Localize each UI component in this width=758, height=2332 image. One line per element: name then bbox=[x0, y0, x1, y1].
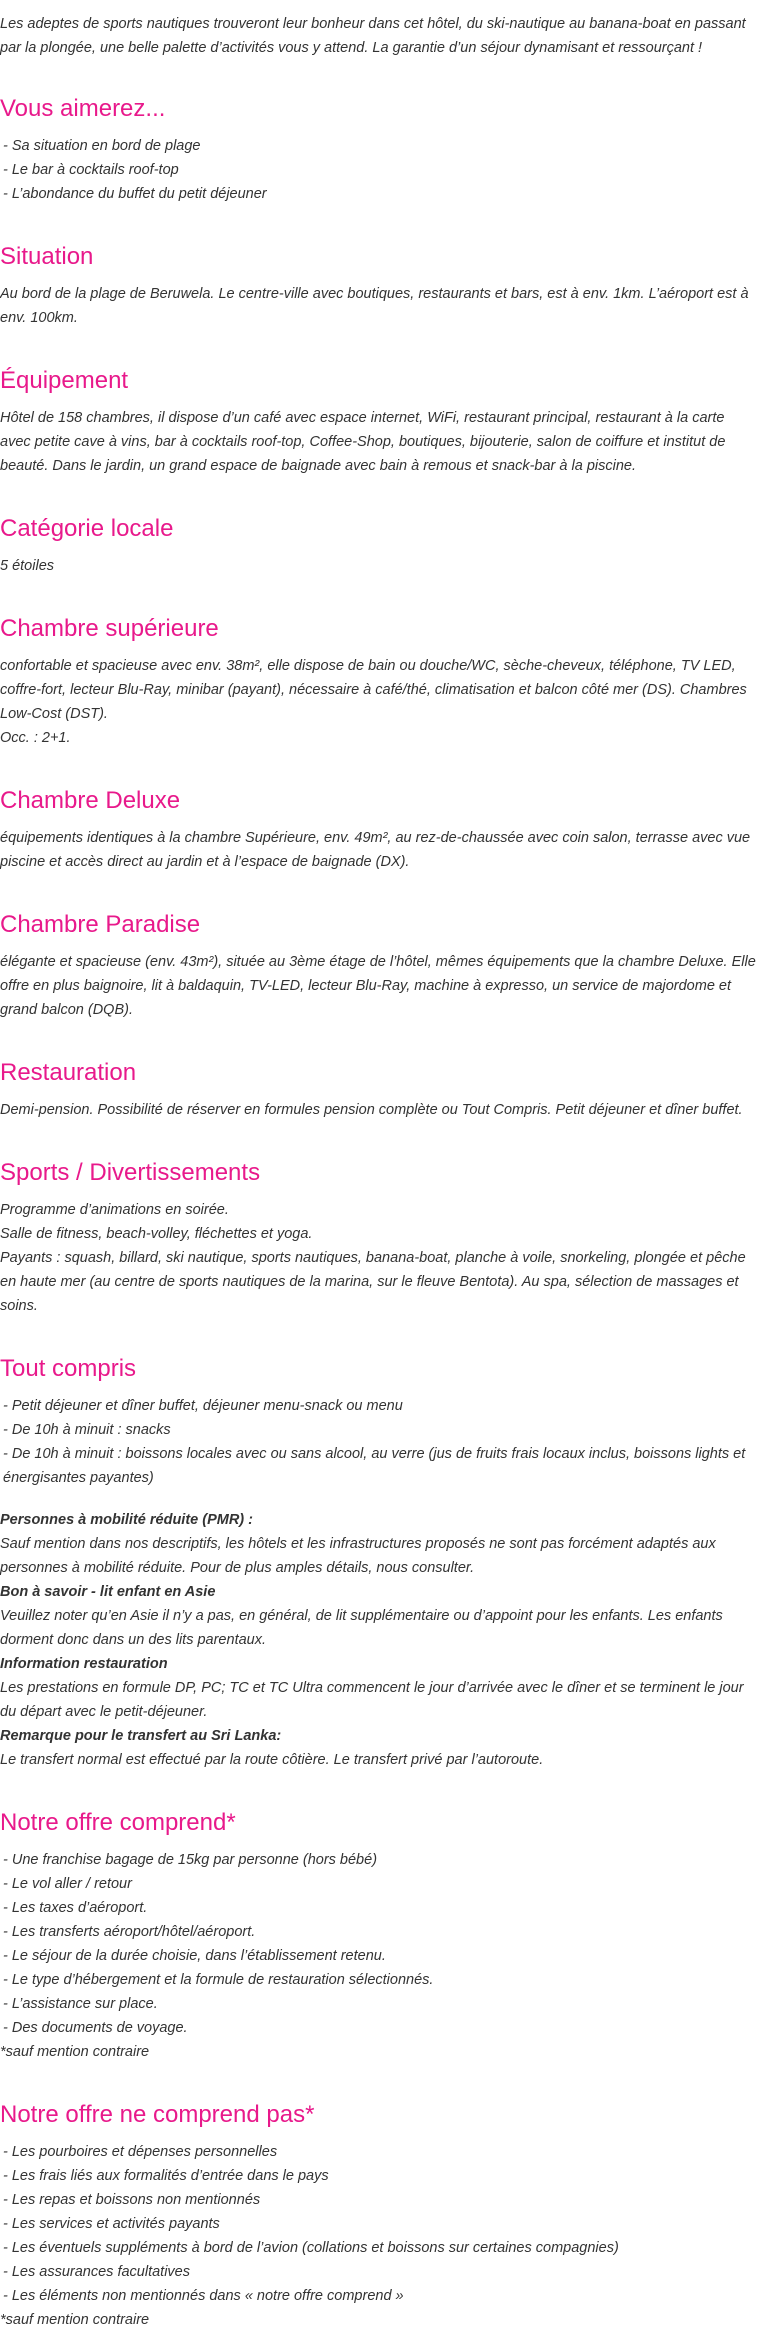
note-heading: Information restauration bbox=[0, 1656, 168, 1672]
section-offre-ne-comprend-pas bbox=[0, 2100, 758, 2332]
list-item: - Les frais liés aux formalités d’entrée dans le pays bbox=[3, 2168, 329, 2184]
note-heading: Personnes à mobilité réduite (PMR) : bbox=[0, 1512, 253, 1528]
note-text: Les prestations en formule DP, PC; TC et TC Ultra commencent le jour d’arrivée avec le dîner et se terminent le jour du départ avec le petit-déjeuner. bbox=[0, 1680, 744, 1720]
section-vous-aimerez bbox=[0, 94, 758, 206]
text-line: Salle de fitness, beach-volley, fléchettes et yoga. bbox=[0, 1226, 313, 1242]
section-text: confortable et spacieuse avec env. 38m², elle dispose de bain ou douche/WC, sèche-cheveux, téléphone, TV LED, coffre-fort, lecteur Blu-Ray, minibar (payant), nécessaire à café/thé, climatisation et balcon côté mer (DS). Chambres Low-Cost (DST). bbox=[0, 658, 747, 722]
section-text: élégante et spacieuse (env. 43m²), située au 3ème étage de l’hôtel, mêmes équipements que la chambre Deluxe. Elle offre en plus baignoire, lit à baldaquin, TV-LED, lecteur Blu-Ray, machine à expresso, un service de majordome et grand balcon (DQB). bbox=[0, 954, 756, 1018]
section-title: Catégorie locale bbox=[0, 515, 174, 542]
section-text: équipements identiques à la chambre Supérieure, env. 49m², au rez-de-chaussée avec coin salon, terrasse avec vue piscine et accès direct au jardin et à l’espace de baignade (DX). bbox=[0, 830, 751, 870]
list-item: - Le vol aller / retour bbox=[3, 1876, 132, 1892]
section-title: Tout compris bbox=[0, 1355, 137, 1382]
section-offre-comprend bbox=[0, 1808, 758, 2064]
list-item: - Le type d’hébergement et la formule de restauration sélectionnés. bbox=[3, 1972, 434, 1988]
section-title: Chambre Deluxe bbox=[0, 787, 181, 814]
list-item: - Le bar à cocktails roof-top bbox=[3, 162, 179, 178]
list-item: - L’abondance du buffet du petit déjeuner bbox=[3, 186, 267, 202]
section-sports bbox=[0, 1158, 758, 1318]
section-restauration bbox=[0, 1058, 758, 1122]
section-title: Équipement bbox=[0, 367, 129, 394]
section-title: Situation bbox=[0, 243, 94, 270]
note-heading: Remarque pour le transfert au Sri Lanka: bbox=[0, 1728, 282, 1744]
section-notes bbox=[0, 1508, 758, 1772]
section-equipement bbox=[0, 366, 758, 478]
section-text: Au bord de la plage de Beruwela. Le centre-ville avec boutiques, restaurants et bars, est à env. 1km. L’aéroport est à env. 100km. bbox=[0, 286, 749, 326]
section-chambre-superieure bbox=[0, 614, 758, 750]
list-item: - De 10h à minuit : boissons locales avec ou sans alcool, au verre (jus de fruits frais locaux inclus, boissons lights et énergisantes payantes) bbox=[3, 1446, 746, 1486]
list-item: - Les transferts aéroport/hôtel/aéroport. bbox=[3, 1924, 256, 1940]
list-item: - Les pourboires et dépenses personnelles bbox=[3, 2144, 278, 2160]
list-item: - Le séjour de la durée choisie, dans l’établissement retenu. bbox=[3, 1948, 386, 1964]
section-text: Demi-pension. Possibilité de réserver en formules pension complète ou Tout Compris. Petit déjeuner et dîner buffet. bbox=[0, 1102, 743, 1118]
section-title: Restauration bbox=[0, 1059, 137, 1086]
text-line: Payants : squash, billard, ski nautique, sports nautiques, banana-boat, planche à voile, snorkeling, plongée et pêche en haute mer (au centre de sports nautiques de la marina, sur le fleuve Bentota). Au spa, sélection de massages et soins. bbox=[0, 1250, 746, 1314]
note-text: Sauf mention dans nos descriptifs, les hôtels et les infrastructures proposés ne sont pas forcément adaptés aux personnes à mobilité réduite. Pour de plus amples détails, nous consulter. bbox=[0, 1536, 716, 1576]
list-item: - Les assurances facultatives bbox=[3, 2264, 190, 2280]
list-item: - Sa situation en bord de plage bbox=[3, 138, 201, 154]
section-title: Vous aimerez... bbox=[0, 95, 166, 122]
note-text: Veuillez noter qu’en Asie il n’y a pas, en général, de lit supplémentaire ou d’appoint pour les enfants. Les enfants dorment donc dans un des lits parentaux. bbox=[0, 1608, 723, 1648]
intro-text: Les adeptes de sports nautiques trouveront leur bonheur dans cet hôtel, du ski-nautique au banana-boat en passant par la plongée, une belle palette d’activités vous y attend. La garantie d’un séjour dynamisant et ressourçant ! bbox=[0, 16, 746, 56]
note-heading: Bon à savoir - lit enfant en Asie bbox=[0, 1584, 216, 1600]
section-categorie bbox=[0, 514, 758, 578]
list-item: - Une franchise bagage de 15kg par personne (hors bébé) bbox=[3, 1852, 378, 1868]
section-situation bbox=[0, 242, 758, 330]
list-item: - Les taxes d’aéroport. bbox=[3, 1900, 148, 1916]
section-title: Chambre supérieure bbox=[0, 615, 219, 642]
section-chambre-deluxe bbox=[0, 786, 758, 874]
list-item: - De 10h à minuit : snacks bbox=[3, 1422, 171, 1438]
list-item: - Les éléments non mentionnés dans « notre offre comprend » bbox=[3, 2288, 404, 2304]
note-text: Le transfert normal est effectué par la route côtière. Le transfert privé par l’autoroute. bbox=[0, 1752, 544, 1768]
section-tout-compris bbox=[0, 1354, 758, 1490]
section-title: Sports / Divertissements bbox=[0, 1159, 261, 1186]
section-text: Hôtel de 158 chambres, il dispose d’un café avec espace internet, WiFi, restaurant principal, restaurant à la carte avec petite cave à vins, bar à cocktails roof-top, Coffee-Shop, boutiques, bijouterie, salon de coiffure et institut de beauté. Dans le jardin, un grand espace de baignade avec bain à remous et snack-bar à la piscine. bbox=[0, 410, 726, 474]
list-item: - L’assistance sur place. bbox=[3, 1996, 158, 2012]
section-chambre-paradise bbox=[0, 910, 758, 1022]
occupancy-text: Occ. : 2+1. bbox=[0, 730, 71, 746]
list-item: - Les repas et boissons non mentionnés bbox=[3, 2192, 261, 2208]
section-title: Notre offre comprend* bbox=[0, 1809, 236, 1836]
text-line: Programme d’animations en soirée. bbox=[0, 1202, 229, 1218]
list-item: - Petit déjeuner et dîner buffet, déjeuner menu-snack ou menu bbox=[3, 1398, 403, 1414]
section-text: 5 étoiles bbox=[0, 558, 55, 574]
list-item: - Les services et activités payants bbox=[3, 2216, 220, 2232]
section-title: Chambre Paradise bbox=[0, 911, 201, 938]
list-item: - Des documents de voyage. bbox=[3, 2020, 188, 2036]
footnote: *sauf mention contraire bbox=[0, 2312, 150, 2328]
section-title: Notre offre ne comprend pas* bbox=[0, 2101, 315, 2128]
footnote: *sauf mention contraire bbox=[0, 2044, 150, 2060]
list-item: - Les éventuels suppléments à bord de l’avion (collations et boissons sur certaines compagnies) bbox=[3, 2240, 619, 2256]
